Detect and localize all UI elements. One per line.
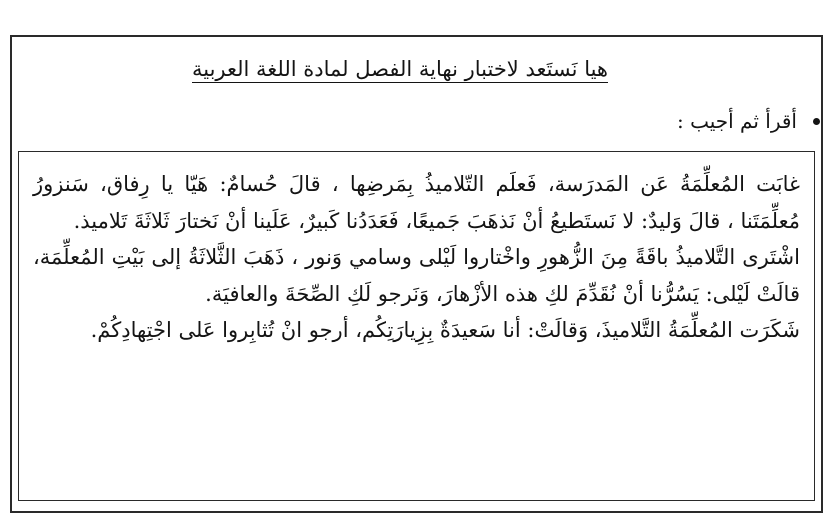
passage-paragraph-2: اشْتَرى التَّلاميذُ باقَةً مِنَ الزُّهورِ واخْتاروا لَيْلى وسامي وَنور ، ذَهَبَ الثَّلاثَةُ إلى بَيْتِ المُعلِّمَة، قالَتْ لَيْلى: يَسُرُّنا أنْ نُقَدِّمَ لكِ هذه الأزْهارَ، وَنَرجو لَكِ الصِّحَةَ والعافيَة. bbox=[33, 245, 800, 306]
worksheet-title bbox=[120, 56, 680, 82]
passage-paragraph-3: شَكَرَت المُعلِّمَةُ التَّلاميذَ، وَقالَتْ: أنا سَعيدَةٌ بِزِيارَتِكُم، أرجو انْ تُثابِروا عَلى اجْتِهادِكُمْ. bbox=[90, 318, 800, 342]
bullet-icon bbox=[813, 118, 820, 125]
instruction-line bbox=[677, 108, 820, 134]
worksheet-title-text: هيا نَستَعد لاختبار نهاية الفصل لمادة اللغة العربية bbox=[191, 57, 609, 81]
reading-passage bbox=[18, 151, 815, 501]
instruction-text: أقرأ ثم أجيب : bbox=[677, 109, 797, 133]
passage-paragraph-1: غابَت المُعلِّمَةُ عَن المَدرَسة، فَعلَم التّلاميذُ بِمَرضِها ، قالَ حُسامٌ: هَيّا يا رِفاق، سَنزورُ مُعلِّمَتَنا ، قالَ وَليدٌ: لا نَستَطيعُ أنْ نَذهَبَ جَميعًا، فَعَدَدُنا كَبيرٌ، عَلَينا أنْ نَختارَ ثَلاثَةَ تَلاميذ. bbox=[33, 172, 800, 233]
